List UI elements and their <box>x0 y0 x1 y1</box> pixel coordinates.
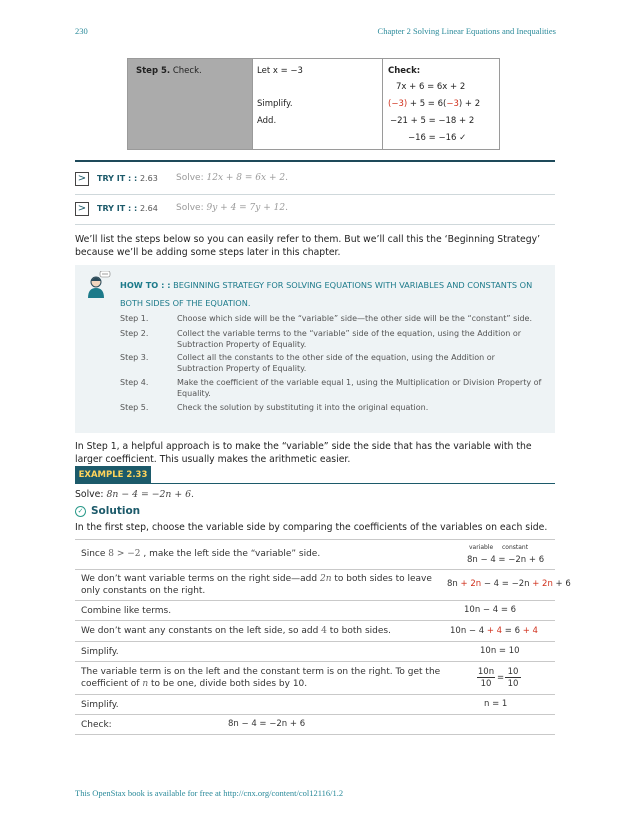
solution-row-1 <box>75 540 555 570</box>
divider <box>75 194 555 195</box>
solution-heading: ✓ Solution <box>75 505 140 517</box>
expand-chevron-icon[interactable]: > <box>75 172 89 186</box>
try-it-prompt: Solve: 12x + 8 = 6x + 2. <box>176 173 288 183</box>
solution-row-2 <box>75 570 571 601</box>
fraction-right-denominator: 10 <box>507 679 519 689</box>
fraction-left-numerator: 10n <box>477 667 495 677</box>
step5-check-cell <box>383 59 500 149</box>
constant-tag: constant <box>502 544 529 551</box>
row-text: Check: <box>81 720 112 730</box>
row-equation: 10n = 10 <box>480 646 520 656</box>
check-line-2: (−3) + 5 = 6(−3) + 2 <box>388 99 481 109</box>
row-equation: 10n − 4 = 6 <box>464 605 517 615</box>
check-line-4: −16 = −16 ✓ <box>408 133 467 143</box>
fraction-right-numerator: 10 <box>505 667 521 678</box>
solution-row-6 <box>75 662 555 695</box>
row-text: Since 8 > −2 , make the left side the “variable” side. <box>81 549 321 559</box>
step5-label: Step 5. Check. <box>136 66 202 76</box>
row-equation: 8n − 4 = −2n + 6 <box>467 555 545 565</box>
check-line-3: −21 + 5 = −18 + 2 <box>390 116 475 126</box>
row-text: Simplify. <box>81 700 119 710</box>
try-it-label: TRY IT : : 2.63 <box>97 174 158 183</box>
try-it-2-64 <box>75 202 555 218</box>
example-problem: Solve: 8n − 4 = −2n + 6. <box>75 489 194 500</box>
try-it-prompt: Solve: 9y + 4 = 7y + 12. <box>176 203 288 213</box>
howto-box: HOW TO : : BEGINNING STRATEGY FOR SOLVING EQUATIONS WITH VARIABLES AND CONSTANTS ON BOTH SIDES OF THE EQUATION. Step 1. Choose which side will be the “variable” side—the other side will be the “constant” side. Step 2. Collect the variable terms to the “variable” side of the equation, using the Addition or Subtraction Property of Equality. Step 3. Collect all the constants to the other side of the equation, using the Addition or Subtraction Property of Equality. Step 4. Make the coefficient of the variable equal 1, using the Multiplication or Division Property of Equality. Step 5. Check the solution by substituting it into the original equation. <box>75 265 555 433</box>
section-divider <box>75 160 555 162</box>
person-thinking-icon <box>83 271 111 299</box>
page-number: 230 <box>75 26 88 36</box>
check-title: Check: <box>388 66 421 76</box>
try-it-label: TRY IT : : 2.64 <box>97 204 158 213</box>
row-text: We don’t want variable terms on the right side—add 2n to both sides to leave only constants on the right. <box>81 574 432 596</box>
solution-row-3 <box>75 601 555 621</box>
solution-row-4 <box>75 621 555 642</box>
intro-paragraph: We’ll list the steps below so you can easily refer to them. But we’ll call this the ‘Beginning Strategy’ because we’ll be adding some steps later in this chapter. <box>75 234 541 258</box>
row-equation: 10n − 4 + 4 = 6 + 4 <box>450 626 538 636</box>
solution-row-5 <box>75 642 555 662</box>
checkmark-circle-icon: ✓ <box>75 506 86 517</box>
first-step-text: In the first step, choose the variable side by comparing the coefficients of the variables on each side. <box>75 522 548 533</box>
step1-note: In Step 1, a helpful approach is to make the “variable” side the side that has the variable with the larger coefficient. This usually makes the arithmetic easier. <box>75 441 532 465</box>
example-header <box>75 466 555 484</box>
example-label: EXAMPLE 2.33 <box>75 466 151 484</box>
howto-title: HOW TO : : BEGINNING STRATEGY FOR SOLVING EQUATIONS WITH VARIABLES AND CONSTANTS ON BOTH SIDES OF THE EQUATION. <box>120 280 533 308</box>
check-line-1: 7x + 6 = 6x + 2 <box>396 82 466 92</box>
divider <box>75 224 555 225</box>
row-text: Simplify. <box>81 647 119 657</box>
equals-sign: = <box>497 673 505 683</box>
chapter-title: Chapter 2 Solving Linear Equations and Inequalities <box>377 26 556 36</box>
fraction-left-denominator: 10 <box>480 679 492 689</box>
row-equation: n = 1 <box>484 699 508 709</box>
expand-chevron-icon[interactable]: > <box>75 202 89 216</box>
step5-let: Let x = −3 <box>257 66 303 76</box>
step5-table <box>127 58 500 150</box>
try-it-2-63 <box>75 172 555 188</box>
solution-row-7 <box>75 695 555 715</box>
row-equation: 8n − 4 = −2n + 6 <box>228 719 306 729</box>
row-text: We don’t want any constants on the left side, so add 4 to both sides. <box>81 626 391 636</box>
step5-label-cell <box>128 59 253 149</box>
example-rule <box>75 483 555 484</box>
step5-simplify: Simplify. <box>257 99 293 109</box>
solution-row-8 <box>75 715 555 735</box>
variable-tag: variable <box>469 544 494 551</box>
row-text: The variable term is on the left and the constant term is on the right. To get the coefficient of n to be one, divide both sides by 10. <box>81 667 441 689</box>
step5-add: Add. <box>257 116 277 126</box>
row-equation: 8n + 2n − 4 = −2n + 2n + 6 <box>447 579 571 589</box>
step5-action-cell <box>253 59 383 149</box>
row-text: Combine like terms. <box>81 606 172 616</box>
footer-text: This OpenStax book is available for free at http://cnx.org/content/col12116/1.2 <box>75 788 344 798</box>
